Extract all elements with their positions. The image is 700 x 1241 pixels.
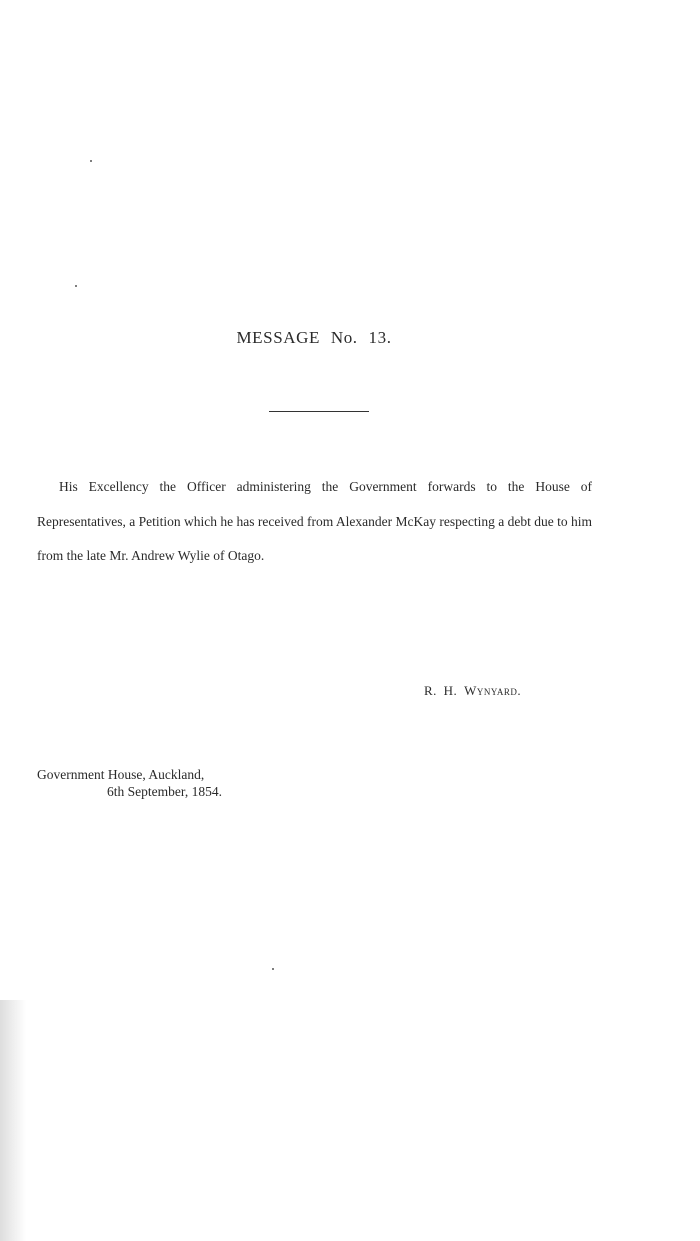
message-body: His Excellency the Officer administering the Government forwards to the House of Representatives, a Petition which he has received from Alexander McKay respecting a debt due to him from the late Mr. Andrew Wylie of Otago. (37, 479, 592, 563)
scan-edge-shadow (0, 1000, 26, 1241)
signature-initials: R. H. (424, 683, 465, 698)
message-title: MESSAGE No. 13. (236, 328, 392, 347)
scan-speck (272, 968, 274, 970)
date-line: 6th September, 1854. (107, 784, 222, 799)
scan-speck (75, 285, 77, 287)
signature (424, 683, 521, 699)
scan-speck (90, 160, 92, 162)
place-line: Government House, Auckland, (37, 767, 205, 782)
signature-name: Wynyard. (464, 683, 522, 698)
title-divider (269, 411, 369, 412)
